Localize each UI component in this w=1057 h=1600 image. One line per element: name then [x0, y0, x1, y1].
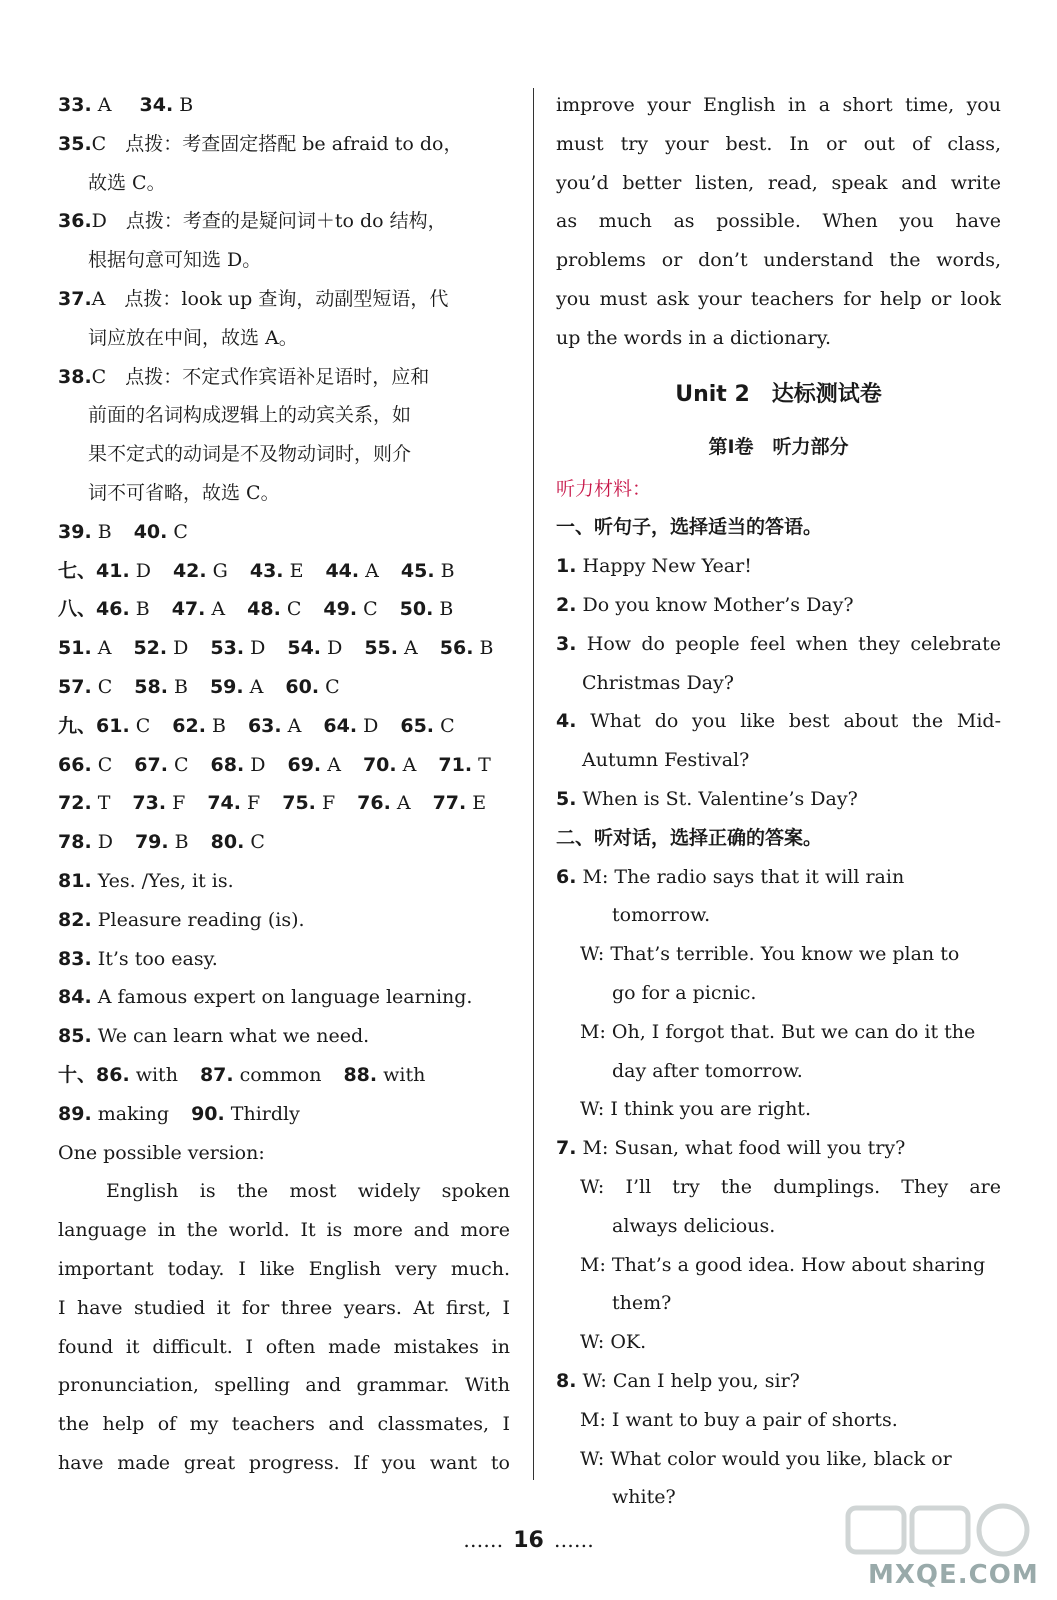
answer: D — [250, 637, 266, 660]
answer-pair — [58, 552, 151, 591]
answer-pair — [58, 784, 110, 823]
answer: with — [383, 1063, 426, 1086]
answer-pair — [323, 707, 378, 746]
answer: A — [249, 675, 264, 698]
sentence-text: When is St. Valentine’s Day? — [582, 787, 858, 810]
q-number: 69. — [287, 753, 322, 776]
dialog-7-line-2-cont: always delicious. — [612, 1214, 776, 1237]
sentence-4-cont: Autumn Festival? — [582, 749, 750, 772]
q-number: 4. — [556, 710, 577, 733]
answer-pair — [135, 823, 189, 862]
q-number: 77. — [432, 792, 467, 815]
q-number: 50. — [399, 598, 434, 621]
answer-pair — [58, 668, 112, 707]
answer: B — [211, 714, 226, 737]
q38-line — [58, 358, 510, 397]
dialog-6-line-2-cont: go for a picnic. — [612, 981, 757, 1004]
answer: D — [97, 831, 113, 854]
answer-pair — [211, 746, 266, 785]
answer-pair — [58, 1095, 169, 1134]
q-number: 35. — [58, 132, 92, 155]
answer: with — [135, 1063, 178, 1086]
answer-pair — [58, 513, 112, 552]
answer-pair — [132, 784, 185, 823]
unit-title: Unit 2 达标测试卷 — [675, 381, 882, 407]
sentence-5 — [556, 780, 1001, 819]
answer-pair — [401, 552, 455, 591]
q-number: 42. — [172, 559, 207, 582]
answer-pair — [440, 629, 494, 668]
answer-pair — [134, 668, 188, 707]
footer-dots-left: …… — [463, 1528, 504, 1552]
q-number: 79. — [134, 831, 169, 854]
q-number: 39. — [58, 520, 92, 543]
answer-pair — [323, 590, 377, 629]
q-number: 九、61. — [58, 714, 130, 737]
q-number: 75. — [282, 792, 316, 815]
q-number: 十、86. — [58, 1063, 130, 1086]
q-number: 68. — [210, 753, 245, 776]
essay-line-7: the help of my teachers and classmates, I — [58, 1413, 510, 1436]
q-number: 63. — [247, 714, 282, 737]
answer: A — [211, 598, 226, 621]
q-number: 51. — [58, 637, 92, 660]
essay-line-1: English is the most widely spoken — [106, 1180, 510, 1203]
dialog-7-line-4: W: OK. — [580, 1331, 647, 1354]
essay-line-6: pronunciation, spelling and grammar. With — [58, 1374, 510, 1397]
answer: F — [172, 792, 186, 815]
essay-line-8: have made great progress. If you want to — [58, 1451, 510, 1474]
q-number: 89. — [58, 1102, 92, 1125]
q-number: 88. — [343, 1063, 378, 1086]
q35-text: C 点拨：考查固定搭配 be afraid to do， — [91, 132, 463, 155]
answer: Thirdly — [230, 1102, 300, 1125]
part-title: 第Ⅰ卷 听力部分 — [708, 435, 849, 458]
q-number: 52. — [133, 637, 168, 660]
material-label: 听力材料： — [556, 477, 652, 500]
answer: A — [365, 559, 379, 582]
essay-cont-2: must try your best. In or out of class, — [556, 132, 1001, 155]
q-number: 73. — [132, 792, 167, 815]
answer: B — [174, 831, 189, 854]
q-number: 84. — [58, 986, 92, 1009]
answer-pair — [134, 513, 188, 552]
answer-pair — [191, 1095, 300, 1134]
answer: D — [173, 637, 189, 660]
q38-cont-3: 词不可省略，故选 C。 — [88, 481, 280, 504]
q85-text: We can learn what we need. — [97, 1025, 370, 1048]
q-number: 1. — [556, 555, 577, 578]
q81-line — [58, 862, 510, 901]
answer: C — [325, 675, 340, 698]
answer: B — [479, 637, 494, 660]
answer-row-33-34 — [58, 86, 510, 125]
q-number: 2. — [556, 593, 577, 616]
q-number: 53. — [210, 637, 245, 660]
q-number: 82. — [58, 908, 92, 931]
answer-pair — [58, 707, 150, 746]
sentence-4 — [556, 702, 1001, 741]
dialog-8-line-1 — [556, 1362, 1001, 1401]
answer-pair — [357, 784, 410, 823]
q-number: 71. — [438, 753, 473, 776]
essay-cont-6: you must ask your teachers for help or look — [556, 287, 1001, 310]
q-number: 64. — [323, 714, 358, 737]
dialog-text: M: Susan, what food will you try? — [582, 1137, 906, 1160]
sentence-text: Do you know Mother’s Day? — [582, 593, 854, 616]
answer: C — [250, 831, 265, 854]
q-number: 7. — [556, 1137, 577, 1160]
answer-pair — [207, 784, 260, 823]
answer-pair — [287, 629, 342, 668]
answer-pair — [325, 552, 378, 591]
section-1-heading: 一、听句子，选择适当的答语。 — [556, 516, 823, 539]
q82-line — [58, 901, 510, 940]
answer-pair — [210, 668, 263, 707]
q-number: 66. — [58, 753, 92, 776]
answer-row — [58, 590, 510, 629]
answer-pair — [173, 552, 228, 591]
answer: F — [321, 792, 336, 815]
answer-pair — [58, 1056, 178, 1095]
q37-cont: 词应放在中间，故选 A。 — [88, 326, 298, 349]
dialog-7-line-1 — [556, 1129, 1001, 1168]
q38-cont-2: 果不定式的动词是不及物动词时，则介 — [88, 443, 412, 466]
essay-line-5: found it difficult. I often made mistakes in — [58, 1335, 510, 1358]
dialog-6-line-3-cont: day after tomorrow. — [612, 1059, 803, 1082]
answer: T — [97, 792, 111, 815]
answer: C — [97, 753, 113, 776]
q-number: 40. — [133, 520, 168, 543]
essay-cont-4: as much as possible. When you have — [556, 210, 1001, 233]
answer: B — [440, 559, 455, 582]
footer-dots-right: …… — [553, 1528, 594, 1552]
right-column — [556, 86, 1001, 1517]
answer-row-86-88 — [58, 1056, 510, 1095]
sentence-text: What do you like best about the Mid- — [590, 710, 1001, 733]
q36-cont: 根据句意可知选 D。 — [88, 249, 262, 272]
dialog-7-line-3: M: That’s a good idea. How about sharing — [580, 1253, 986, 1276]
q-number: 3. — [556, 632, 577, 655]
answer: C — [363, 598, 378, 621]
answer: D — [250, 753, 266, 776]
answer-pair — [363, 746, 416, 785]
q-number: 47. — [171, 598, 206, 621]
answer: B — [179, 94, 194, 116]
q-number: 48. — [247, 598, 281, 621]
q-number: 80. — [210, 831, 245, 854]
q-number: 87. — [199, 1063, 234, 1086]
q-number: 43. — [249, 559, 284, 582]
answer-pair — [200, 1056, 322, 1095]
answer: F — [247, 792, 261, 815]
dialog-7-line-2: W: I’ll try the dumplings. They are — [580, 1175, 1001, 1198]
q-number: 37. — [58, 287, 92, 310]
answer-row-89-90 — [58, 1095, 510, 1134]
answer-pair — [248, 707, 301, 746]
q-number: 33. — [58, 94, 92, 116]
essay-cont-7: up the words in a dictionary. — [556, 326, 831, 349]
answer-row — [58, 629, 510, 668]
q-number: 67. — [134, 753, 168, 776]
q-number: 55. — [364, 637, 398, 660]
q-number: 72. — [58, 792, 92, 815]
answer: C — [135, 714, 151, 737]
dialog-6-line-4: W: I think you are right. — [580, 1098, 811, 1121]
essay-cont-3: you’d better listen, read, speak and write — [556, 171, 1001, 194]
answer-row — [58, 552, 510, 591]
answer: T — [478, 753, 491, 776]
q-number: 8. — [556, 1369, 577, 1392]
answer-pair — [58, 823, 113, 862]
q-number: 36. — [58, 210, 92, 233]
q-number: 70. — [362, 753, 397, 776]
q83-text: It’s too easy. — [97, 947, 218, 970]
answer-pair — [282, 784, 335, 823]
left-column — [58, 86, 510, 1483]
answer-pair — [343, 1056, 425, 1095]
answer: E — [289, 559, 304, 582]
answer-pair — [172, 590, 225, 629]
sentence-3-cont: Christmas Day? — [582, 671, 734, 694]
q-number: 83. — [58, 947, 92, 970]
answer: B — [173, 675, 188, 698]
answer-pair — [400, 590, 454, 629]
answer: A — [97, 94, 112, 116]
answer: B — [135, 598, 150, 621]
answer-pair — [287, 746, 340, 785]
answer: D — [135, 559, 151, 582]
answer: A — [402, 753, 417, 776]
sentence-text: Happy New Year! — [582, 555, 752, 578]
answer-pair — [247, 590, 301, 629]
answer-pair — [210, 629, 265, 668]
version-label: One possible version: — [58, 1141, 265, 1164]
answer: G — [212, 559, 228, 582]
q82-text: Pleasure reading (is). — [97, 908, 305, 931]
answer: A — [287, 714, 302, 737]
q84-line — [58, 978, 510, 1017]
dialog-8-line-3: W: What color would you like, black or — [580, 1447, 952, 1470]
answer: C — [173, 520, 188, 543]
q-number: 85. — [58, 1025, 92, 1048]
q36-text: D 点拨：考查的是疑问词＋to do 结构， — [91, 210, 447, 233]
q37-text: A 点拨：look up 查询，动副型短语，代 — [91, 287, 449, 310]
answer-pair — [58, 746, 112, 785]
answer: B — [439, 598, 454, 621]
sentence-text: How do people feel when they celebrate — [586, 632, 1001, 655]
answer-pair — [58, 590, 150, 629]
q-number: 七、41. — [58, 559, 130, 582]
answer-row — [58, 746, 510, 785]
q-number: 60. — [285, 675, 320, 698]
answer-pair — [250, 552, 304, 591]
answer-row — [58, 823, 510, 862]
answer: C — [173, 753, 189, 776]
q38-cont-1: 前面的名词构成逻辑上的动宾关系，如 — [88, 404, 412, 427]
essay-line-4: I have studied it for three years. At first, I — [58, 1296, 510, 1319]
q83-line — [58, 940, 510, 979]
answer-pair — [364, 629, 417, 668]
answer-row — [58, 784, 510, 823]
answer-row — [58, 707, 510, 746]
answer: B — [97, 520, 112, 543]
q-number: 62. — [172, 714, 206, 737]
essay-line-2: language in the world. It is more and more — [58, 1219, 510, 1242]
q-number: 45. — [400, 559, 435, 582]
q85-line — [58, 1017, 510, 1056]
answer-pair — [172, 707, 226, 746]
q-number: 5. — [556, 787, 577, 810]
answer-pair — [134, 746, 188, 785]
q-number: 65. — [400, 714, 435, 737]
q-number: 56. — [439, 637, 474, 660]
dialog-7-line-3-cont: them? — [612, 1292, 672, 1315]
answer: A — [404, 637, 418, 660]
answer-row — [58, 668, 510, 707]
answer: C — [440, 714, 455, 737]
answer: D — [363, 714, 379, 737]
q-number: 49. — [323, 598, 358, 621]
q-number: 34. — [139, 94, 174, 116]
q-number: 78. — [58, 831, 92, 854]
dialog-6-line-1 — [556, 858, 1001, 897]
essay-cont-1: improve your English in a short time, you — [556, 94, 1001, 116]
answer-row — [58, 513, 510, 552]
q38-text: C 点拨：不定式作宾语补足语时，应和 — [91, 365, 430, 388]
sentence-2 — [556, 586, 1001, 625]
column-divider — [533, 88, 534, 1480]
dialog-6-line-3: M: Oh, I forgot that. But we can do it the — [580, 1020, 976, 1043]
sentence-1 — [556, 547, 1001, 586]
q84-text: A famous expert on language learning. — [97, 986, 473, 1009]
q-number: 74. — [207, 792, 241, 815]
essay-line-3: important today. I like English very much. — [58, 1257, 510, 1280]
q-number: 54. — [287, 637, 322, 660]
answer-rows — [58, 513, 510, 862]
answer: C — [286, 598, 302, 621]
q-number: 八、46. — [58, 598, 130, 621]
answer-pair — [133, 629, 188, 668]
answer: A — [327, 753, 341, 776]
dialog-6-line-1-cont: tomorrow. — [612, 904, 711, 927]
dialog-8-line-3-cont: white? — [612, 1486, 676, 1509]
answer-pair — [433, 784, 487, 823]
dialog-text: M: The radio says that it will rain — [582, 865, 905, 888]
watermark-text: MXQE.COM — [868, 1560, 1039, 1590]
dialog-text: W: Can I help you, sir? — [582, 1369, 800, 1392]
sentence-3 — [556, 625, 1001, 664]
q-number: 76. — [357, 792, 391, 815]
answer: A — [97, 637, 112, 660]
q-number: 44. — [325, 559, 360, 582]
answer: D — [327, 637, 343, 660]
q81-text: Yes. /Yes, it is. — [97, 869, 234, 892]
page-number: 16 — [513, 1528, 544, 1553]
dialog-6-line-2: W: That’s terrible. You know we plan to — [580, 943, 960, 966]
answer-pair — [438, 746, 490, 785]
answer-pair — [400, 707, 454, 746]
q35-line — [58, 125, 510, 164]
answer: common — [239, 1063, 322, 1086]
section-2-heading: 二、听对话，选择正确的答案。 — [556, 826, 823, 849]
answer: E — [472, 792, 487, 815]
q-number: 58. — [134, 675, 168, 698]
q-number: 81. — [58, 869, 92, 892]
essay-cont-5: problems or don’t understand the words, — [556, 249, 1001, 272]
answer: A — [396, 792, 411, 815]
q37-line — [58, 280, 510, 319]
q-number: 57. — [58, 675, 92, 698]
answer-pair — [58, 629, 111, 668]
answer-pair — [211, 823, 265, 862]
answer: making — [97, 1102, 170, 1125]
dialog-8-line-2: M: I want to buy a pair of shorts. — [580, 1408, 898, 1431]
answer-pair — [285, 668, 339, 707]
q-number: 38. — [58, 365, 92, 388]
q36-line — [58, 202, 510, 241]
q-number: 90. — [191, 1102, 225, 1125]
q35-cont: 故选 C。 — [88, 171, 166, 194]
q-number: 6. — [556, 865, 577, 888]
answer: C — [97, 675, 113, 698]
q-number: 59. — [209, 675, 244, 698]
